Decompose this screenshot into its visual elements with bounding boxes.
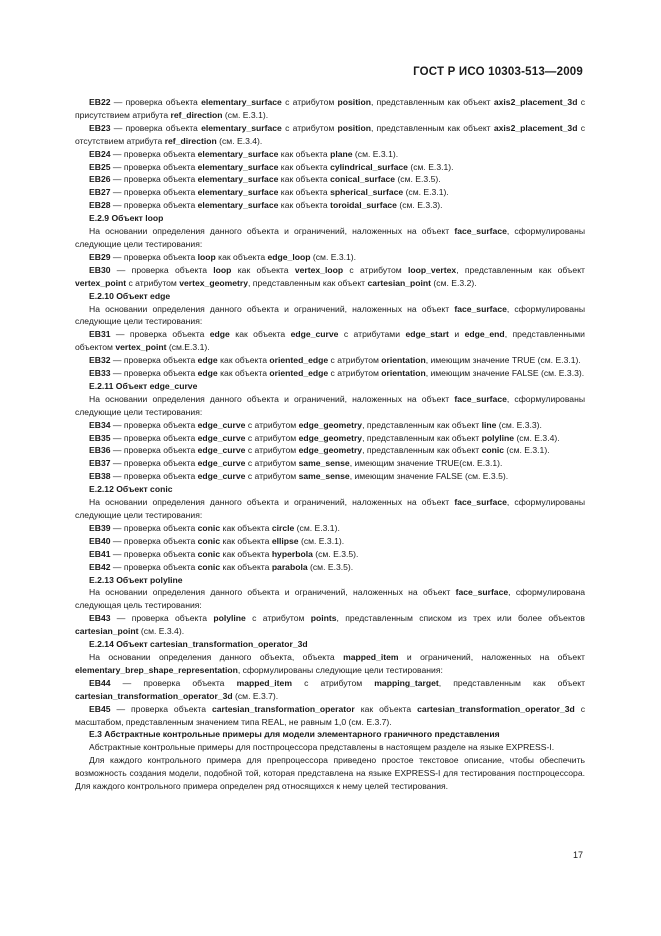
bold-term: circle — [271, 522, 295, 533]
text-run: , представленным как объект — [370, 122, 494, 133]
bold-term: edge — [197, 368, 218, 379]
paragraph — [75, 367, 585, 380]
text-run: — проверка объекта — [110, 522, 198, 533]
bold-term: oriented_edge — [269, 368, 329, 379]
paragraph — [75, 354, 585, 367]
text-run: с атрибутом — [245, 613, 311, 624]
text-run: как объекта — [220, 548, 272, 559]
text-run: — проверка объекта — [110, 329, 210, 340]
text-run: с атрибутами — [338, 329, 406, 340]
bold-term: toroidal_surface — [330, 200, 397, 211]
text-run: (см. E.3.5). — [307, 561, 354, 572]
bold-term: EB25 — [89, 161, 111, 172]
text-run: — проверка объекта — [110, 200, 198, 211]
text-run: , представленным как объект — [438, 677, 586, 688]
text-run: как объекта — [278, 187, 331, 198]
text-run: (см. E.3.5). — [395, 174, 441, 185]
bold-term: ref_direction — [164, 135, 217, 146]
paragraph — [75, 457, 585, 470]
bold-term: EB41 — [89, 548, 111, 559]
bold-term: edge_curve — [197, 432, 246, 443]
text-run: , сформулированы следующие цели тестирования: — [75, 393, 586, 417]
bold-term: loop — [197, 251, 216, 262]
text-run: с отсутствием атрибута — [75, 122, 586, 146]
text-run: , имеющим значение TRUE(см. E.3.1). — [349, 458, 503, 469]
bold-term: same_sense — [298, 471, 350, 482]
bold-term: edge_loop — [267, 251, 311, 262]
text-run: и ограничений, наложенных на объект — [398, 651, 585, 662]
bold-term: EB43 — [89, 613, 111, 624]
bold-term: vertex_loop — [294, 264, 344, 275]
paragraph — [75, 161, 585, 174]
bold-term: conical_surface — [330, 174, 396, 185]
bold-term: edge — [209, 329, 230, 340]
bold-term: orientation — [381, 355, 426, 366]
bold-term: ellipse — [271, 535, 299, 546]
text-run: — проверка объекта — [110, 355, 198, 366]
bold-term: edge_geometry — [298, 432, 363, 443]
bold-term: EB45 — [89, 703, 111, 714]
bold-term: cartesian_transformation_operator_3d — [75, 690, 233, 701]
paragraph — [75, 677, 585, 703]
text-run: На основании определения данного объекта и ограничений, наложенных на объект — [89, 303, 455, 314]
bold-term: vertex_geometry — [179, 277, 249, 288]
text-run: с атрибутом — [126, 277, 180, 288]
text-run: — проверка объекта — [110, 535, 198, 546]
bold-term: ref_direction — [170, 109, 223, 120]
text-run: , сформулированы следующие цели тестирования: — [75, 497, 586, 520]
text-run: — проверка объекта — [110, 419, 198, 430]
text-run: (см. E.3.7). — [232, 690, 279, 701]
bold-term: cartesian_point — [367, 277, 432, 288]
bold-term: face_surface — [455, 587, 509, 598]
paragraph — [75, 496, 585, 522]
text-run: — проверка объекта — [110, 264, 214, 275]
bold-term: face_surface — [454, 393, 507, 404]
text-run: , представленным как объект — [362, 445, 482, 456]
bold-term: EB34 — [89, 419, 111, 430]
bold-term: edge — [197, 355, 218, 366]
text-run: как объекта — [354, 703, 418, 714]
bold-term: E.2.14 Объект cartesian_transformation_operator_3d — [89, 639, 308, 650]
text-run: (см. E.3.3). — [496, 419, 542, 430]
bold-term: same_sense — [298, 458, 350, 469]
bold-term: loop_vertex — [407, 264, 457, 275]
bold-term: elementary_surface — [201, 122, 282, 133]
text-run: (см. E.3.1). — [504, 445, 550, 456]
bold-term: plane — [330, 148, 353, 159]
bold-term: mapped_item — [236, 677, 292, 688]
paragraph — [75, 561, 585, 574]
bold-term: elementary_surface — [201, 97, 282, 107]
text-run: — проверка объекта — [110, 148, 198, 159]
paragraph — [75, 186, 585, 199]
text-run: как объекта — [220, 522, 272, 533]
text-run: Для каждого контрольного примера для препроцессора приведено простое текстовое описание, чтобы обеспечить возможность создания модели, подобной той, которая представлена на языке EXPRESS-I для тестирования постпроцессора. Для каждого контрольного примера определен ряд относящихся к нему целей тестирования. — [75, 755, 585, 792]
text-run: как объекта — [278, 161, 331, 172]
text-run: как объекта — [217, 368, 270, 379]
paragraph — [75, 535, 585, 548]
paragraph — [75, 754, 585, 793]
text-run: с атрибутом — [328, 368, 382, 379]
text-run: с атрибутом — [245, 445, 299, 456]
text-run: (см. E.3.1). — [407, 161, 454, 172]
paragraph — [75, 96, 585, 122]
paragraph — [75, 651, 585, 677]
bold-term: elementary_surface — [197, 174, 279, 185]
paragraph — [75, 703, 585, 729]
text-run: (см. E.3.3). — [396, 200, 443, 211]
bold-term: orientation — [381, 368, 426, 379]
text-run: как объекта — [278, 200, 331, 211]
text-run: , имеющим значение TRUE (см. E.3.1). — [425, 355, 581, 366]
text-run: — проверка объекта — [110, 445, 198, 456]
bold-term: position — [337, 122, 371, 133]
paragraph — [75, 199, 585, 212]
paragraph — [75, 122, 585, 148]
bold-term: elementary_surface — [197, 200, 279, 211]
document-header: ГОСТ Р ИСО 10303-513—2009 — [413, 66, 583, 78]
text-run: Абстрактные контрольные примеры для постпроцессора представлены в настоящем разделе на языке EXPRESS-I. — [89, 742, 555, 753]
bold-term: cylindrical_surface — [330, 161, 408, 172]
bold-term: EB22 — [89, 97, 111, 107]
bold-term: E.2.9 Объект loop — [89, 213, 164, 224]
paragraph — [75, 522, 585, 535]
bold-term: EB36 — [89, 445, 111, 456]
paragraph — [75, 470, 585, 483]
bold-term: edge_curve — [197, 458, 246, 469]
text-run: , сформулированы следующие цели тестирования: — [75, 303, 586, 327]
bold-term: cartesian_point — [75, 626, 139, 637]
bold-term: EB31 — [89, 329, 111, 340]
bold-term: spherical_surface — [330, 187, 404, 198]
text-run: — проверка объекта — [110, 458, 198, 469]
text-run: с атрибутом — [245, 432, 299, 443]
section-heading — [75, 638, 585, 651]
text-run: — проверка объекта — [110, 432, 198, 443]
text-run: — проверка объекта — [110, 97, 202, 107]
bold-term: cartesian_transformation_operator_3d — [417, 703, 575, 714]
bold-term: EB24 — [89, 148, 111, 159]
text-run: с масштабом, представленным значением типа REAL, не равным 1,0 (см. E.3.7). — [75, 703, 586, 727]
bold-term: EB42 — [89, 561, 111, 572]
bold-term: EB23 — [89, 122, 111, 133]
section-heading — [75, 380, 585, 393]
text-run: , имеющим значение FALSE (см. E.3.3). — [425, 368, 585, 379]
text-run: (см. E.3.2). — [431, 277, 477, 288]
bold-term: E.2.13 Объект polyline — [89, 574, 183, 585]
text-run: с атрибутом — [245, 419, 299, 430]
paragraph — [75, 173, 585, 186]
text-run: с атрибутом — [343, 264, 408, 275]
section-heading — [75, 483, 585, 496]
bold-term: edge_start — [405, 329, 449, 340]
text-run: , имеющим значение FALSE (см. E.3.5). — [349, 471, 509, 482]
section-heading — [75, 728, 585, 741]
text-run: (см. E.3.1). — [222, 109, 269, 120]
text-run: (см.E.3.1). — [166, 342, 210, 353]
section-heading — [75, 574, 585, 587]
bold-term: points — [310, 613, 337, 624]
bold-term: elementary_surface — [197, 161, 279, 172]
paragraph — [75, 264, 585, 290]
text-run: с атрибутом — [245, 471, 299, 482]
bold-term: EB40 — [89, 535, 111, 546]
text-run: с атрибутом — [291, 677, 375, 688]
bold-term: face_surface — [454, 497, 507, 508]
bold-term: vertex_point — [115, 342, 167, 353]
text-run: — проверка объекта — [110, 561, 198, 572]
text-run: (см. E.3.4). — [514, 432, 560, 443]
bold-term: conic — [197, 522, 221, 533]
text-run: (см. E.3.1). — [294, 522, 340, 533]
text-run: (см. E.3.5). — [312, 548, 359, 559]
text-run: (см. E.3.1). — [298, 535, 345, 546]
bold-term: axis2_placement_3d — [493, 97, 578, 107]
bold-term: EB32 — [89, 355, 111, 366]
text-run: На основании определения данного объекта и ограничений, наложенных на объект — [89, 587, 456, 598]
text-run: — проверка объекта — [110, 187, 198, 198]
section-heading — [75, 212, 585, 225]
bold-term: mapped_item — [343, 651, 399, 662]
paragraph — [75, 741, 585, 754]
text-run: На основании определения данного объекта, объекта — [89, 651, 344, 662]
text-run: , сформулированы следующие цели тестирования: — [75, 226, 586, 249]
text-run: как объекта — [231, 264, 295, 275]
bold-term: position — [337, 97, 371, 107]
text-run: — проверка объекта — [110, 677, 237, 688]
bold-term: conic — [197, 548, 221, 559]
bold-term: edge_curve — [197, 471, 246, 482]
bold-term: EB30 — [89, 264, 111, 275]
bold-term: EB39 — [89, 522, 111, 533]
paragraph — [75, 148, 585, 161]
bold-term: vertex_point — [75, 277, 127, 288]
bold-term: EB35 — [89, 432, 111, 443]
section-heading — [75, 290, 585, 303]
bold-term: conic — [197, 535, 221, 546]
text-run: (см. E.3.4). — [138, 626, 185, 637]
paragraph — [75, 612, 585, 638]
bold-term: face_surface — [454, 226, 507, 237]
bold-term: EB29 — [89, 251, 111, 262]
text-run: (см. E.3.1). — [310, 251, 357, 262]
bold-term: edge_geometry — [298, 419, 363, 430]
bold-term: elementary_surface — [197, 148, 279, 159]
bold-term: edge_geometry — [298, 445, 363, 456]
text-run: — проверка объекта — [110, 613, 214, 624]
text-run: как объекта — [229, 329, 291, 340]
bold-term: loop — [213, 264, 232, 275]
text-run: , представленным как объект — [362, 432, 482, 443]
bold-term: mapping_target — [374, 677, 439, 688]
paragraph — [75, 225, 585, 251]
bold-term: parabola — [271, 561, 308, 572]
bold-term: EB28 — [89, 200, 111, 211]
text-run: — проверка объекта — [110, 161, 198, 172]
bold-term: E.3 Абстрактные контрольные примеры для модели элементарного граничного представления — [89, 729, 500, 740]
text-run: — проверка объекта — [110, 122, 202, 133]
text-run: и — [448, 329, 465, 340]
bold-term: EB38 — [89, 471, 111, 482]
text-run: с присутствием атрибута — [75, 97, 586, 120]
text-run: как объекта — [220, 561, 272, 572]
text-run: — проверка объекта — [110, 548, 198, 559]
bold-term: oriented_edge — [269, 355, 329, 366]
text-run: — проверка объекта — [110, 174, 198, 185]
bold-term: cartesian_transformation_operator — [211, 703, 355, 714]
bold-term: polyline — [213, 613, 246, 624]
bold-term: elementary_brep_shape_representation — [75, 664, 238, 675]
paragraph — [75, 548, 585, 561]
bold-term: elementary_surface — [197, 187, 279, 198]
text-run: , представленным как объект — [456, 264, 585, 275]
text-run: как объекта — [220, 535, 272, 546]
text-run: как объекта — [217, 355, 270, 366]
paragraph — [75, 444, 585, 457]
bold-term: conic — [197, 561, 221, 572]
bold-term: EB33 — [89, 368, 111, 379]
bold-term: face_surface — [454, 303, 507, 314]
text-run: — проверка объекта — [110, 368, 198, 379]
text-run: — проверка объекта — [110, 471, 198, 482]
text-run: с атрибутом — [245, 458, 299, 469]
bold-term: edge_curve — [197, 419, 246, 430]
bold-term: polyline — [481, 432, 515, 443]
document-body — [75, 96, 585, 793]
paragraph — [75, 586, 585, 612]
paragraph — [75, 251, 585, 264]
paragraph — [75, 328, 585, 354]
text-run: , представленным как объект — [370, 97, 494, 107]
text-run: , представленным списком из трех или более объектов — [336, 613, 585, 624]
bold-term: E.2.11 Объект edge_curve — [89, 380, 198, 391]
bold-term: E.2.10 Объект edge — [89, 290, 171, 301]
bold-term: EB27 — [89, 187, 111, 198]
paragraph — [75, 393, 585, 419]
paragraph — [75, 419, 585, 432]
text-run: с атрибутом — [281, 97, 338, 107]
bold-term: edge_curve — [290, 329, 339, 340]
bold-term: edge_end — [464, 329, 505, 340]
text-run: , представленным как объект — [362, 419, 482, 430]
bold-term: EB44 — [89, 677, 111, 688]
bold-term: E.2.12 Объект conic — [89, 484, 173, 495]
text-run: с атрибутом — [328, 355, 382, 366]
bold-term: edge_curve — [197, 445, 246, 456]
text-run: как объекта — [278, 174, 331, 185]
text-run: как объекта — [215, 251, 268, 262]
text-run: На основании определения данного объекта и ограничений, наложенных на объект — [89, 226, 455, 237]
page-number: 17 — [572, 850, 583, 860]
paragraph — [75, 432, 585, 445]
text-run: На основании определения данного объекта и ограничений, наложенных на объект — [89, 393, 455, 404]
text-run: — проверка объекта — [110, 703, 212, 714]
bold-term: EB26 — [89, 174, 111, 185]
text-run: , сформулирована следующая цель тестирования: — [75, 587, 586, 611]
bold-term: hyperbola — [271, 548, 313, 559]
text-run: (см. E.3.4). — [216, 135, 263, 146]
text-run: На основании определения данного объекта и ограничений, наложенных на объект — [89, 497, 455, 508]
text-run: (см. E.3.1). — [403, 187, 449, 198]
bold-term: line — [481, 419, 497, 430]
paragraph — [75, 303, 585, 329]
bold-term: EB37 — [89, 458, 111, 469]
bold-term: axis2_placement_3d — [493, 122, 578, 133]
text-run: , представленными объектом — [75, 329, 585, 353]
bold-term: conic — [481, 445, 505, 456]
text-run: — проверка объекта — [110, 251, 198, 262]
text-run: , сформулированы следующие цели тестирования: — [237, 664, 443, 675]
text-run: с атрибутом — [281, 122, 338, 133]
text-run: как объекта — [278, 148, 331, 159]
text-run: (см. E.3.1). — [352, 148, 399, 159]
text-run: , представленным как объект — [248, 277, 368, 288]
